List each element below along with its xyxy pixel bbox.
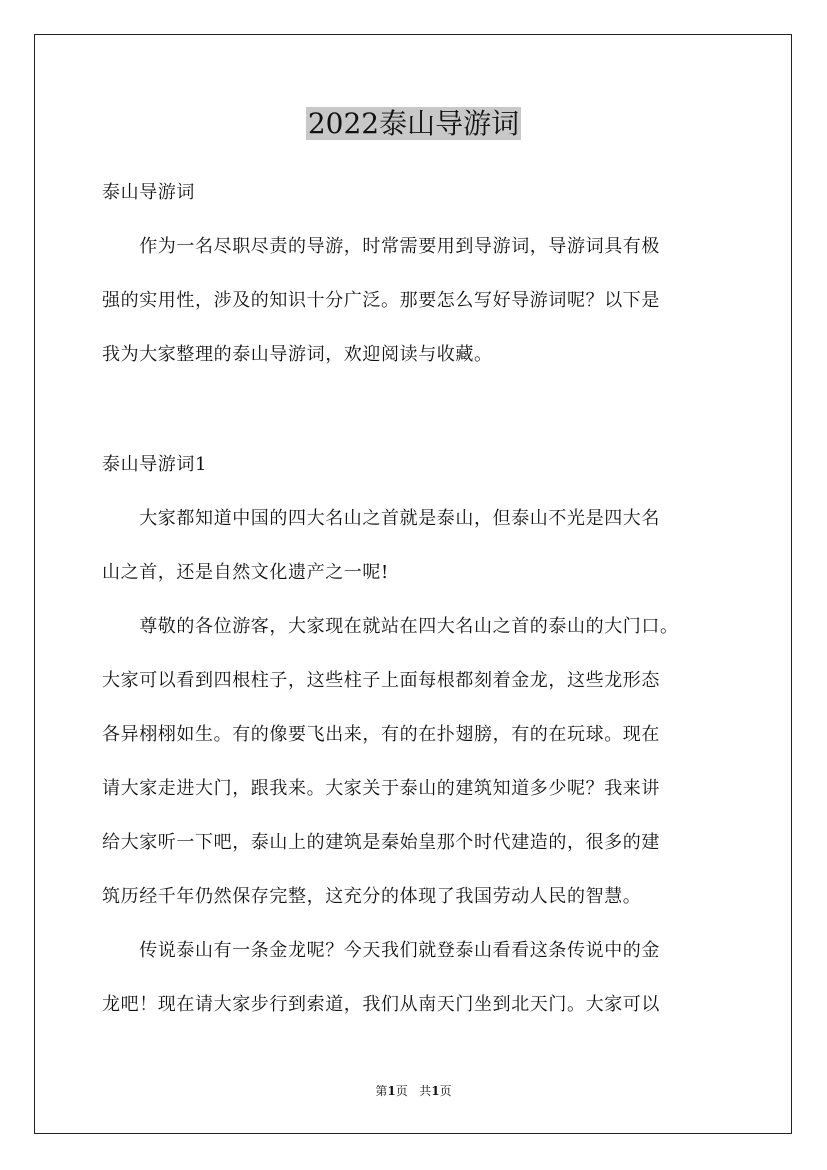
paragraph-line: 大家可以看到四根柱子，这些柱子上面每根都刻着金龙，这些龙形态 [102, 670, 660, 691]
paragraph-line: 传说泰山有一条金龙呢？今天我们就登泰山看看这条传说中的金 [102, 940, 660, 961]
total-pages: 1 [431, 1084, 440, 1098]
paragraph-line: 各异栩栩如生。有的像要飞出来，有的在扑翅膀，有的在玩球。现在 [102, 724, 660, 745]
title-highlight: 2022泰山导游词 [307, 107, 520, 140]
paragraph-line: 强的实用性，涉及的知识十分广泛。那要怎么写好导游词呢？以下是 [102, 290, 660, 311]
document-title [0, 104, 827, 144]
total-prefix: 共 [419, 1084, 432, 1098]
section-heading: 泰山导游词1 [102, 454, 208, 475]
page-footer [0, 1082, 827, 1100]
page-suffix: 页 [395, 1084, 408, 1098]
paragraph-line: 大家都知道中国的四大名山之首就是泰山，但泰山不光是四大名 [102, 508, 660, 529]
paragraph-line: 作为一名尽职尽责的导游，时常需要用到导游词，导游词具有极 [102, 236, 660, 257]
paragraph-line: 我为大家整理的泰山导游词，欢迎阅读与收藏。 [102, 344, 493, 365]
paragraph-line: 尊敬的各位游客，大家现在就站在四大名山之首的泰山的大门口。 [102, 616, 679, 637]
page-prefix: 第 [375, 1084, 388, 1098]
paragraph-line: 给大家听一下吧，泰山上的建筑是秦始皇那个时代建造的，很多的建 [102, 832, 660, 853]
paragraph-line: 请大家走进大门，跟我来。大家关于泰山的建筑知道多少呢？我来讲 [102, 778, 660, 799]
section-heading: 泰山导游词 [102, 182, 195, 203]
page-number: 1 [387, 1084, 396, 1098]
paragraph-line: 筑历经千年仍然保存完整，这充分的体现了我国劳动人民的智慧。 [102, 886, 642, 907]
paragraph-line: 山之首，还是自然文化遗产之一呢! [102, 562, 389, 583]
total-suffix: 页 [439, 1084, 452, 1098]
paragraph-line: 龙吧！现在请大家步行到索道，我们从南天门坐到北天门。大家可以 [102, 994, 660, 1015]
